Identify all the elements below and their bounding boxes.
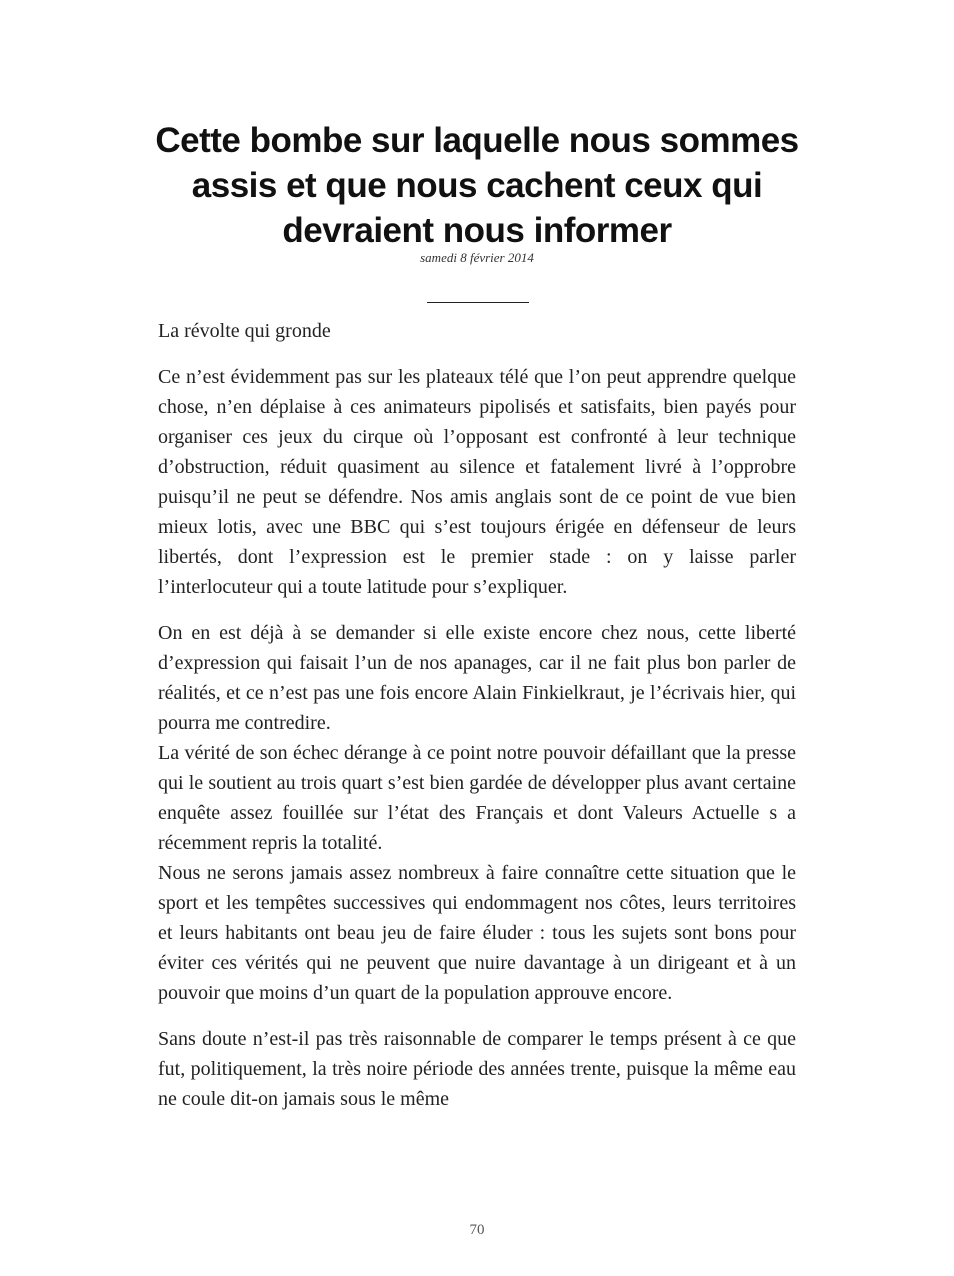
article-subheading: La révolte qui gronde bbox=[158, 320, 331, 342]
paragraph-2-line-3: Nous ne serons jamais assez nombreux à faire connaître cette situation que le sport et les tempêtes successives qui endommagent nos côtes, leurs territoires et leurs habitants ont beau jeu de faire éluder : tous les sujets sont bons pour éviter ces vérités qui ne peuvent que nuire davantage à un dirigeant et à un pouvoir que moins d’un quart de la population approuve encore. bbox=[158, 862, 796, 1004]
article-date: samedi 8 février 2014 bbox=[420, 250, 534, 265]
paragraph-3: Sans doute n’est-il pas très raisonnable de comparer le temps présent à ce que fut, politiquement, la très noire période des années trente, puisque la même eau ne coule dit-on jamais sous le même bbox=[158, 1028, 796, 1110]
paragraph-2 bbox=[158, 618, 796, 1008]
paragraph-1: Ce n’est évidemment pas sur les plateaux télé que l’on peut apprendre quelque chose, n’en déplaise à ces animateurs pipolisés et satisfaits, bien payés pour organiser ces jeux du cirque où l’opposant est confronté à leur technique d’obstruction, réduit quasiment au silence et fatalement livré à l’opprobre puisqu’il ne peut se défendre. Nos amis anglais sont de ce point de vue bien mieux lotis, avec une BBC qui s’est toujours érigée en défenseur de leurs libertés, dont l’expression est le premier stade : on y laisse parler l’interlocuteur qui a toute latitude pour s’expliquer. bbox=[158, 366, 796, 598]
paragraph-2-line-2: La vérité de son échec dérange à ce point notre pouvoir défaillant que la presse qui le soutient au trois quart s’est bien gardée de développer plus avant certaine enquête assez fouillée sur l’état des Français et dont Valeurs Actuelle s a récemment repris la totalité. bbox=[158, 742, 796, 854]
article-body bbox=[158, 316, 796, 1130]
paragraph-2-line-1: On en est déjà à se demander si elle existe encore chez nous, cette liberté d’expression qui faisait l’un de nos apanages, car il ne fait plus bon parler de réalités, et ce n’est pas une fois encore Alain Finkielkraut, je l’écrivais hier, qui pourra me contredire. bbox=[158, 622, 796, 734]
article-title: Cette bombe sur laquelle nous sommes assis et que nous cachent ceux qui devraient nous informer bbox=[155, 121, 799, 250]
title-divider bbox=[427, 302, 529, 303]
page-number: 70 bbox=[469, 1222, 485, 1238]
